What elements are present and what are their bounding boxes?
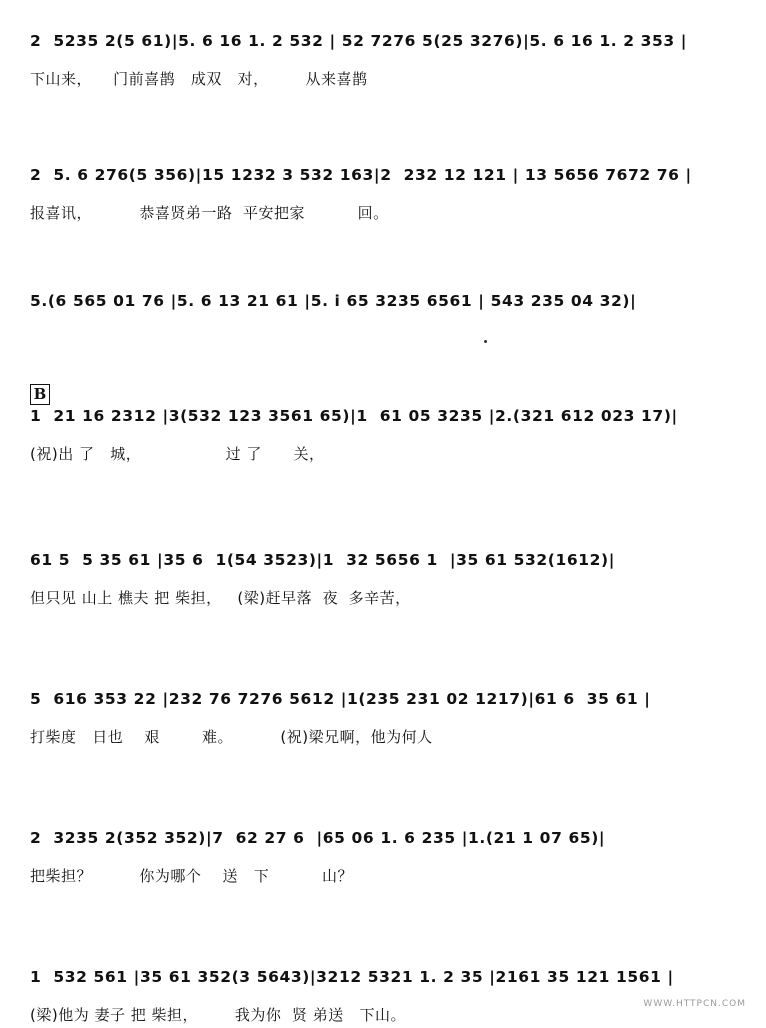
staff-system	[0, 968, 766, 1028]
lyrics-line: (梁)他为 妻子 把 柴担， 我为你 贤 弟送 下山。	[30, 1006, 406, 1024]
staff-system	[0, 690, 766, 750]
notation-line: 1 532 561 |35 61 352(3 5643)|3212 5321 1. 2 35 |2161 35 121 1561 |	[30, 968, 674, 986]
staff-system	[0, 166, 766, 226]
lyrics-line: 把柴担？ 你为哪个 送 下 山？	[30, 867, 353, 885]
staff-system	[0, 829, 766, 889]
staff-system	[0, 407, 766, 467]
staff-system	[0, 32, 766, 92]
notation-line: 5.(6 565 01 76 |5. 6 13 21 61 |5. i 65 3235 6561 | 543 235 04 32)|	[30, 292, 637, 310]
staff-system	[0, 551, 766, 611]
lyrics-line: 但只见 山上 樵夫 把 柴担， (梁)赶早落 夜 多辛苦，	[30, 589, 411, 607]
lyrics-line: 下山来， 门前喜鹊 成双 对， 从来喜鹊	[30, 70, 368, 88]
notation-line: 61 5 5 35 61 |35 6 1(54 3523)|1 32 5656 1 |35 61 532(1612)|	[30, 551, 615, 569]
notation-line: 2 5. 6 276(5 356)|15 1232 3 532 163|2 232 12 121 | 13 5656 7672 76 |	[30, 166, 692, 184]
section-label: B	[30, 384, 50, 405]
staff-system	[0, 292, 766, 352]
watermark: WWW.HTTPCN.COM	[643, 999, 746, 1009]
lyrics-line: (祝)出 了 城， 过 了 关，	[30, 445, 325, 463]
notation-line: 2 5235 2(5 61)|5. 6 16 1. 2 532 | 52 7276 5(25 3276)|5. 6 16 1. 2 353 |	[30, 32, 688, 50]
notation-line: 1 21 16 2312 |3(532 123 3561 65)|1 61 05 3235 |2.(321 612 023 17)|	[30, 407, 678, 425]
notation-line: 2 3235 2(352 352)|7 62 27 6 |65 06 1. 6 235 |1.(21 1 07 65)|	[30, 829, 606, 847]
notation-line: 5 616 353 22 |232 76 7276 5612 |1(235 231 02 1217)|61 6 35 61 |	[30, 690, 651, 708]
stray-dot	[484, 340, 487, 343]
lyrics-line: 打柴度 日也 艰 难。 (祝)梁兄啊，他为何人	[30, 728, 433, 746]
lyrics-line: 报喜讯， 恭喜贤弟一路 平安把家 回。	[30, 204, 389, 222]
